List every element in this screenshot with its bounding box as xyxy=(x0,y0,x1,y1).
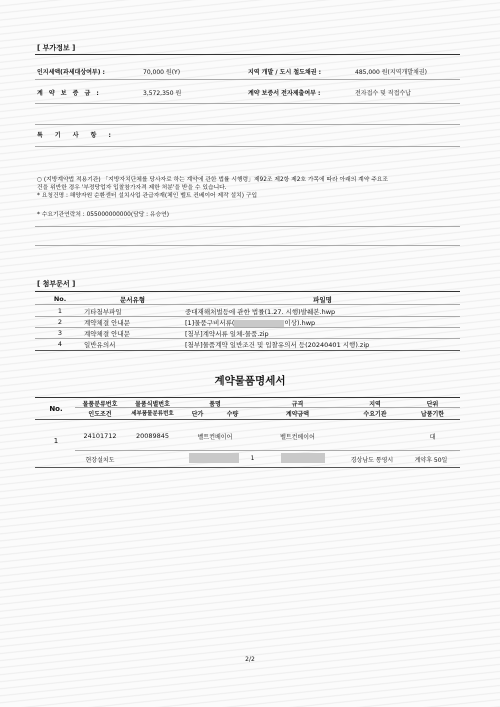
attachment-no: 4 xyxy=(57,340,63,348)
redacted-block xyxy=(234,320,284,327)
col-qty: 수량 xyxy=(226,411,239,418)
attachment-file-link[interactable] xyxy=(185,318,315,327)
col-spec: 규격 xyxy=(291,401,304,408)
divider xyxy=(35,226,460,227)
redacted-price xyxy=(189,453,239,463)
page-number: 2/2 xyxy=(245,656,255,663)
col-file-name: 파일명 xyxy=(313,296,332,304)
col-id-no: 물품식별번호 xyxy=(135,401,170,408)
notice-line-3: * 요청건명 : 해양자원 순환센터 설치사업 관급자재(체인 벨트 컨베이어 제작 설치) 구입 xyxy=(37,193,258,199)
divider xyxy=(35,103,460,104)
attachments-header: [ 첨부문서 ] xyxy=(37,280,76,288)
attachment-type: 일반유의서 xyxy=(84,341,116,349)
notice-line-1: ○ (지방계약법 적용기관) 「지방자치단체를 당사자로 하는 계약에 관한 법률 시행령」제92조 제2항 제2호 가목에 따라 아래의 계약 주요조 xyxy=(37,177,389,183)
divider xyxy=(35,291,460,292)
col-amount: 계약금액 xyxy=(285,411,310,418)
stamp-tax-label: 인지세액(과세대상여부) : xyxy=(37,69,105,76)
divider xyxy=(35,124,460,125)
divider xyxy=(35,397,460,398)
goods-spec: 벨트컨베이어 xyxy=(280,434,315,441)
special-notes-label: 특 기 사 항 : xyxy=(37,132,111,139)
divider xyxy=(35,304,460,305)
col-region: 지역 xyxy=(369,401,381,408)
goods-delivery: 현장설치도 xyxy=(85,457,115,464)
col-delivery: 인도조건 xyxy=(88,411,112,418)
divider xyxy=(35,79,460,80)
contact-line: * 수요기관연락처 : 055000000000(담당 : 유승연) xyxy=(37,212,169,218)
divider xyxy=(35,245,460,246)
divider xyxy=(35,467,460,468)
stamp-tax-value: 70,000 원(Y) xyxy=(143,69,181,76)
divider xyxy=(35,54,460,55)
regional-bond-label: 지역 개발 / 도시 철도채권 : xyxy=(248,69,321,76)
col-price: 단가 xyxy=(191,411,204,418)
redacted-amount xyxy=(281,453,325,463)
file-name-suffix: 이상).hwp xyxy=(284,319,316,327)
notice-line-2: 건을 위반한 경우 '부정당업자 입찰참가자격 제한 처분'을 받을 수 있습니다. xyxy=(37,185,227,191)
divider xyxy=(35,350,460,351)
goods-row-no: 1 xyxy=(53,437,59,445)
divider xyxy=(35,146,460,147)
deposit-value: 3,572,350 원 xyxy=(143,90,182,97)
attachment-no: 3 xyxy=(57,329,63,337)
divider xyxy=(75,407,460,408)
col-name: 품명 xyxy=(209,401,221,408)
attachment-file-link[interactable]: [첨부]계약서류 일체-물품.zip xyxy=(185,330,269,338)
goods-spec-title: 계약물품명세서 xyxy=(214,375,286,387)
col-class-no: 물품분류번호 xyxy=(82,401,118,408)
goods-qty: 1 xyxy=(250,455,255,462)
goods-region: 경상남도 통영시 xyxy=(350,457,394,464)
divider xyxy=(35,338,460,339)
col-no: No. xyxy=(49,405,63,413)
col-doc-type: 문서유형 xyxy=(119,296,146,304)
goods-name: 벨트컨베이어 xyxy=(197,434,233,441)
divider xyxy=(35,327,460,328)
attachment-type: 기타첨부파일 xyxy=(84,308,122,316)
file-name-prefix: [1]물품구비서류( xyxy=(185,319,235,327)
attachment-file-link[interactable]: [첨부]물품계약 일반조건 및 입찰유의서 등(20240401 시행).zip xyxy=(185,341,370,349)
regional-bond-value: 485,000 원(지역개발채권) xyxy=(355,69,427,76)
attachment-no: 2 xyxy=(57,318,63,326)
goods-deadline: 계약후 50일 xyxy=(414,457,448,464)
attachment-no: 1 xyxy=(57,307,63,315)
divider xyxy=(35,419,460,420)
col-no: No. xyxy=(53,295,67,303)
col-agency: 수요기관 xyxy=(363,411,387,418)
goods-unit: 대 xyxy=(429,434,436,441)
col-deadline: 납품기한 xyxy=(420,411,445,418)
deposit-label: 계 약 보 증 금 : xyxy=(37,90,99,97)
guarantee-label: 계약 보증서 전자제출여부 : xyxy=(248,90,321,97)
divider xyxy=(35,316,460,317)
goods-id-no: 20089845 xyxy=(135,432,170,440)
attachment-type: 계약체결 안내문 xyxy=(84,330,131,338)
attachment-type: 계약체결 안내문 xyxy=(84,319,131,327)
extra-info-header: [ 부가정보 ] xyxy=(37,44,76,52)
guarantee-value: 전자접수 및 직접수납 xyxy=(355,90,411,97)
attachment-file-link[interactable]: 중대재해처벌등에 관한 법률(1.27. 시행)발췌본.hwp xyxy=(185,308,336,316)
col-detail-class: 세부품물분류번호 xyxy=(131,411,174,417)
col-unit: 단위 xyxy=(426,401,439,408)
divider xyxy=(75,450,460,451)
goods-class-no: 24101712 xyxy=(83,432,117,440)
